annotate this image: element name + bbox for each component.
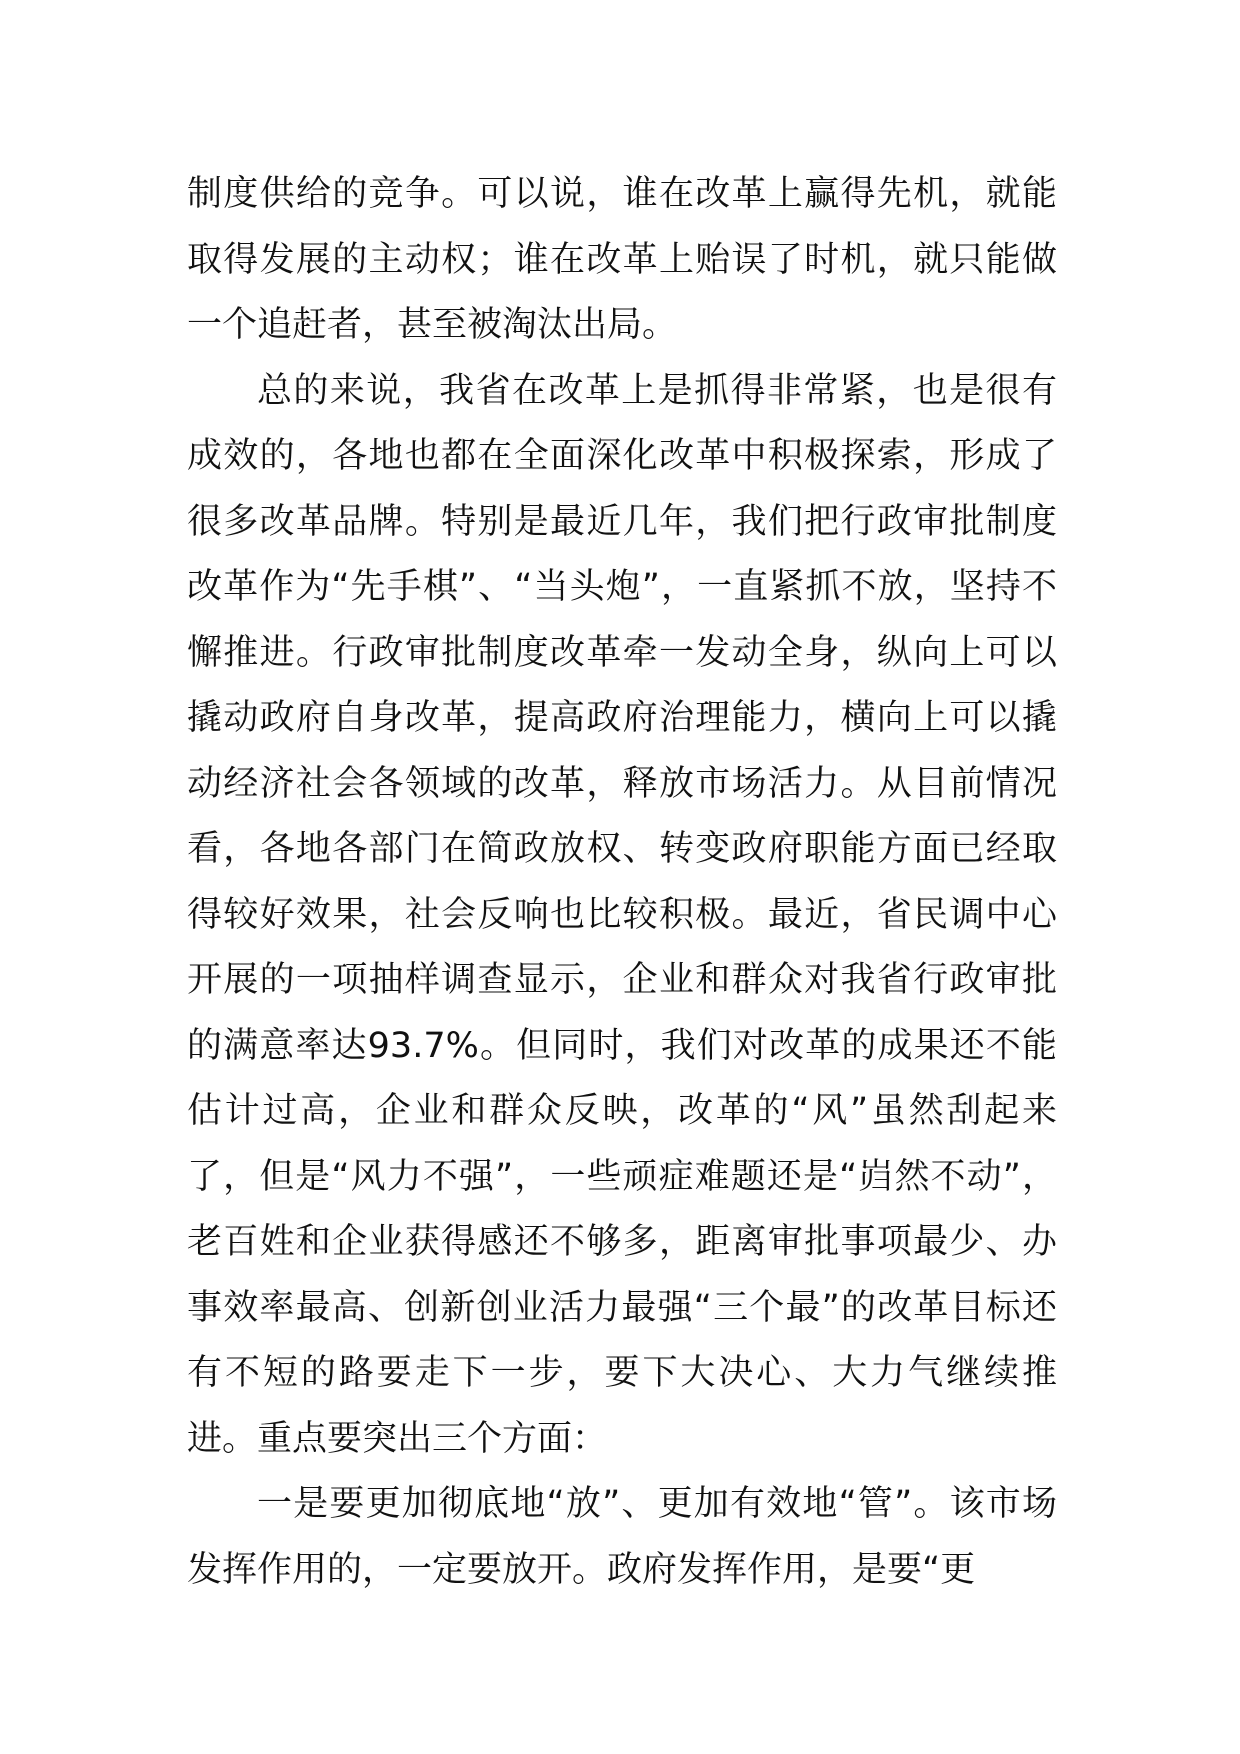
body-text [187, 162, 1057, 1603]
paragraph-1: 制度供给的竞争。可以说，谁在改革上赢得先机，就能取得发展的主动权；谁在改革上贻误了时机，就只能做一个追赶者，甚至被淘汰出局。 [187, 174, 1057, 345]
paragraph-3: 一是要更加彻底地“放”、更加有效地“管”。该市场发挥作用的，一定要放开。政府发挥作用，是要“更 [187, 1484, 1057, 1590]
paragraph-2: 总的来说，我省在改革上是抓得非常紧，也是很有成效的，各地也都在全面深化改革中积极探索，形成了很多改革品牌。特别是最近几年，我们把行政审批制度改革作为“先手棋”、“当头炮”，一直紧抓不放，坚持不懈推进。行政审批制度改革牵一发动全身，纵向上可以撬动政府自身改革，提高政府治理能力，横向上可以撬动经济社会各领域的改革，释放市场活力。从目前情况看，各地各部门在简政放权、转变政府职能方面已经取得较好效果，社会反响也比较积极。最近，省民调中心开展的一项抽样调查显示，企业和群众对我省行政审批的满意率达93.7%。但同时，我们对改革的成果还不能估计过高，企业和群众反映，改革的“风”虽然刮起来了，但是“风力不强”，一些顽症难题还是“岿然不动”，老百姓和企业获得感还不够多，距离审批事项最少、办事效率最高、创新创业活力最强“三个最”的改革目标还有不短的路要走下一步，要下大决心、大力气继续推进。重点要突出三个方面： [187, 370, 1057, 1459]
